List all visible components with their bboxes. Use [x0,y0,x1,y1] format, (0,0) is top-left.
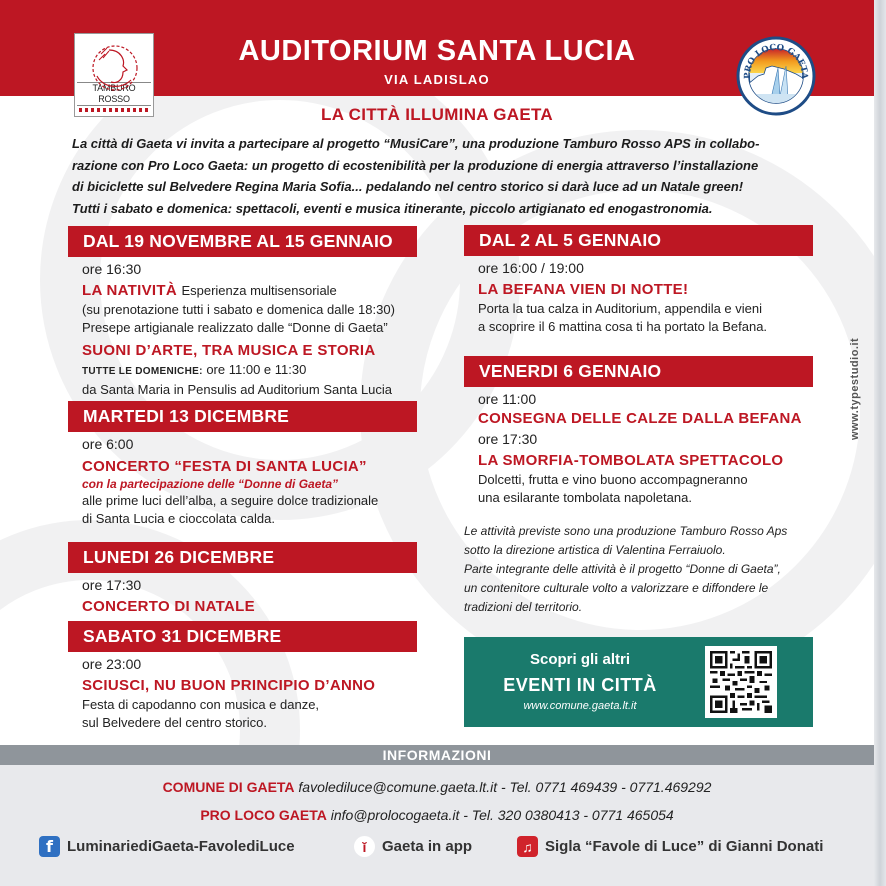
event-time: ore 16:30 [82,261,142,277]
contact-line [0,779,874,795]
event-block [68,621,417,732]
events-promo-box[interactable] [464,637,813,727]
event-time: ore 16:00 / 19:00 [478,260,584,276]
contact-line [0,807,874,823]
event-title: CONSEGNA DELLE CALZE DALLA BEFANA [478,410,802,427]
event-desc: alle prime luci dell’alba, a seguire dolce tradizionale [82,493,379,508]
event-date-bar: SABATO 31 DICEMBRE [68,621,417,652]
music-link[interactable] [517,836,823,857]
event-desc: una esilarante tombolata napoletana. [478,490,692,505]
intro-line: Tutti i sabato e domenica: spettacoli, eventi e musica itinerante, piccolo artigianato ed enogastronomia. [72,200,713,216]
event-desc: da Santa Maria in Pensulis ad Auditorium Santa Lucia [82,382,393,397]
promo-line-2: EVENTI IN CITTÀ [503,675,657,695]
page-subtitle: VIA LADISLAO [384,72,490,87]
event-block [68,401,417,528]
tamburo-rosso-logo-text: TAMBURO ROSSO [77,82,151,106]
right-texture-strip [874,0,886,886]
event-time: ore 6:00 [82,436,134,452]
event-title: CONCERTO “FESTA DI SANTA LUCIA” [82,458,367,475]
credits-paragraph [464,522,814,617]
event-date-bar: MARTEDI 13 DICEMBRE [68,401,417,432]
intro-line: razione con Pro Loco Gaeta: un progetto di ecostenibilità per la produzione di energia attraverso l’installazione [72,157,759,173]
tamburo-rosso-face-icon [87,40,143,96]
event-date-bar: DAL 2 AL 5 GENNAIO [464,225,813,256]
contact-org: PRO LOCO GAETA [200,807,327,823]
event-desc: Dolcetti, frutta e vino buono accompagneranno [478,472,748,487]
gaeta-app-icon: ĭ [354,836,375,857]
info-heading: INFORMAZIONI [0,745,874,765]
page-title: AUDITORIUM SANTA LUCIA [238,35,636,67]
contact-org: COMUNE DI GAETA [162,779,295,795]
svg-text:PRO LOCO GAETA: PRO LOCO GAETA [742,42,810,80]
qr-code[interactable] [705,646,777,718]
event-time: ore 11:00 [478,391,537,407]
event-title: SUONI D’ARTE, TRA MUSICA E STORIA [82,342,376,359]
intro-line: di biciclette sul Belvedere Regina Maria Sofia... pedalando nel centro storico si darà luce ad un Natale green! [72,179,744,194]
event-desc: (su prenotazione tutti i sabato e domenica dalle 18:30) [82,302,395,317]
credits-line: Parte integrante delle attività è il progetto “Donne di Gaeta”, [464,562,781,576]
event-date-bar: LUNEDI 26 DICEMBRE [68,542,417,573]
event-schedule-time: ore 11:00 e 11:30 [206,362,307,377]
event-schedule [82,361,417,381]
music-link-label: Sigla “Favole di Luce” di Gianni Donati [545,838,824,855]
event-block [464,225,813,336]
music-note-icon: ♫ [517,836,538,857]
event-time: ore 23:00 [82,656,142,672]
event-block [464,356,813,507]
qr-code-icon [710,651,772,713]
event-time: ore 17:30 [82,577,142,593]
event-title: LA BEFANA VIEN DI NOTTE! [478,281,689,298]
pro-loco-gaeta-emblem-icon [736,36,816,116]
event-title-text: LA NATIVITÀ [82,282,177,299]
contact-details[interactable]: info@prolocogaeta.it - Tel. 320 0380413 - 0771 465054 [330,807,674,823]
pro-loco-gaeta-logo [736,36,816,116]
event-title: LA SMORFIA-TOMBOLATA SPETTACOLO [478,452,784,469]
event-title-inline-desc: Esperienza multisensoriale [181,283,337,298]
event-block [68,226,417,399]
event-schedule-label: TUTTE LE DOMENICHE: [82,366,203,377]
event-time: ore 17:30 [478,431,538,447]
gaeta-app-link[interactable] [354,836,472,857]
credits-line: sotto la direzione artistica di Valentina Ferraiuolo. [464,543,726,557]
side-credit-text: www.typestudio.it [849,337,861,440]
facebook-link-label: LuminariediGaeta-FavolediLuce [67,838,295,855]
event-subtitle: con la partecipazione delle “Donne di Gaeta” [82,477,339,491]
facebook-link[interactable] [39,836,295,857]
event-date-bar: VENERDI 6 GENNAIO [464,356,813,387]
event-desc: Porta la tua calza in Auditorium, appendila e vieni [478,301,763,316]
intro-line: La città di Gaeta vi invita a partecipare al progetto “MusiCare”, una produzione Tamburo Rosso APS in collabo- [72,136,760,151]
event-desc: sul Belvedere del centro storico. [82,715,267,730]
facebook-icon: f [39,836,60,857]
headline: LA CITTÀ ILLUMINA GAETA [321,105,553,124]
event-block [68,542,417,617]
credits-line: un contenitore culturale volto a valorizzare e diffondere le [464,581,769,595]
credits-line: Le attività previste sono una produzione Tamburo Rosso Aps [464,524,788,538]
event-desc: Presepe artigianale realizzato dalle “Donne di Gaeta” [82,320,388,335]
gaeta-app-link-label: Gaeta in app [382,838,473,855]
intro-paragraph [72,133,817,219]
event-title [82,281,417,301]
contact-details[interactable]: favolediluce@comune.gaeta.lt.it - Tel. 0771 469439 - 0771.469292 [298,779,712,795]
event-title: CONCERTO DI NATALE [82,598,255,615]
event-desc: a scoprire il 6 mattina cosa ti ha portato la Befana. [478,319,768,334]
promo-url-link[interactable]: www.comune.gaeta.lt.it [523,700,637,712]
event-desc: Festa di capodanno con musica e danze, [82,697,320,712]
event-date-bar: DAL 19 NOVEMBRE AL 15 GENNAIO [68,226,417,257]
event-desc: di Santa Lucia e cioccolata calda. [82,511,275,526]
credits-line: tradizioni del territorio. [464,600,583,614]
promo-line-1: Scopri gli altri [529,651,631,668]
event-title: SCIUSCI, NU BUON PRINCIPIO D’ANNO [82,677,376,694]
